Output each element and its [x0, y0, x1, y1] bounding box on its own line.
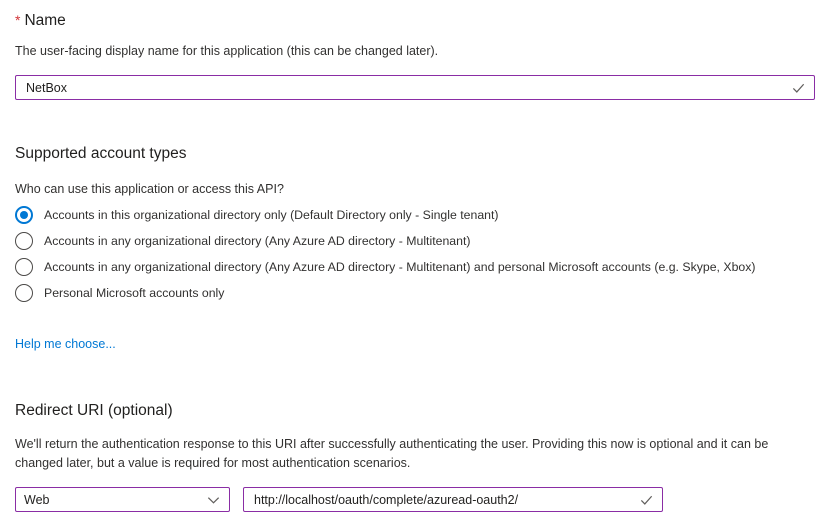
check-icon	[639, 492, 654, 507]
platform-select-value: Web	[24, 492, 50, 507]
account-types-question: Who can use this application or access this API?	[15, 182, 284, 196]
name-input[interactable]	[15, 75, 815, 100]
radio-option-personal-only[interactable]	[15, 284, 815, 302]
radio-option-multitenant[interactable]	[15, 232, 815, 250]
chevron-down-icon	[206, 492, 221, 507]
radio-option-single-tenant[interactable]	[15, 206, 815, 224]
radio-button-icon	[15, 284, 33, 302]
name-label: Name	[24, 12, 66, 29]
redirect-uri-title: Redirect URI (optional)	[15, 402, 173, 419]
radio-button-icon	[15, 206, 33, 224]
radio-button-icon	[15, 232, 33, 250]
account-type-options	[15, 206, 815, 302]
account-types-title: Supported account types	[15, 145, 187, 162]
redirect-uri-row	[15, 487, 815, 512]
help-me-choose-link[interactable]: Help me choose...	[15, 337, 116, 351]
redirect-uri-input[interactable]	[243, 487, 663, 512]
radio-option-label: Personal Microsoft accounts only	[44, 286, 225, 300]
radio-option-label: Accounts in this organizational directory only (Default Directory only - Single tenant)	[44, 208, 499, 222]
redirect-uri-description: We'll return the authentication response to this URI after successfully authenticating the user. Providing this now is optional and it can be changed later, but a value is required for most authentication scenarios.	[15, 437, 769, 470]
check-icon	[791, 80, 806, 95]
radio-button-icon	[15, 258, 33, 276]
radio-option-multitenant-personal[interactable]	[15, 258, 815, 276]
redirect-uri-value: http://localhost/oauth/complete/azuread-oauth2/	[254, 492, 519, 507]
name-input-value: NetBox	[26, 80, 67, 95]
name-field-label	[15, 10, 815, 31]
radio-option-label: Accounts in any organizational directory (Any Azure AD directory - Multitenant)	[44, 234, 471, 248]
platform-select[interactable]	[15, 487, 230, 512]
required-asterisk: *	[15, 12, 21, 28]
name-description: The user-facing display name for this application (this can be changed later).	[15, 44, 439, 58]
radio-option-label: Accounts in any organizational directory (Any Azure AD directory - Multitenant) and personal Microsoft accounts (e.g. Skype, Xbox)	[44, 260, 756, 274]
